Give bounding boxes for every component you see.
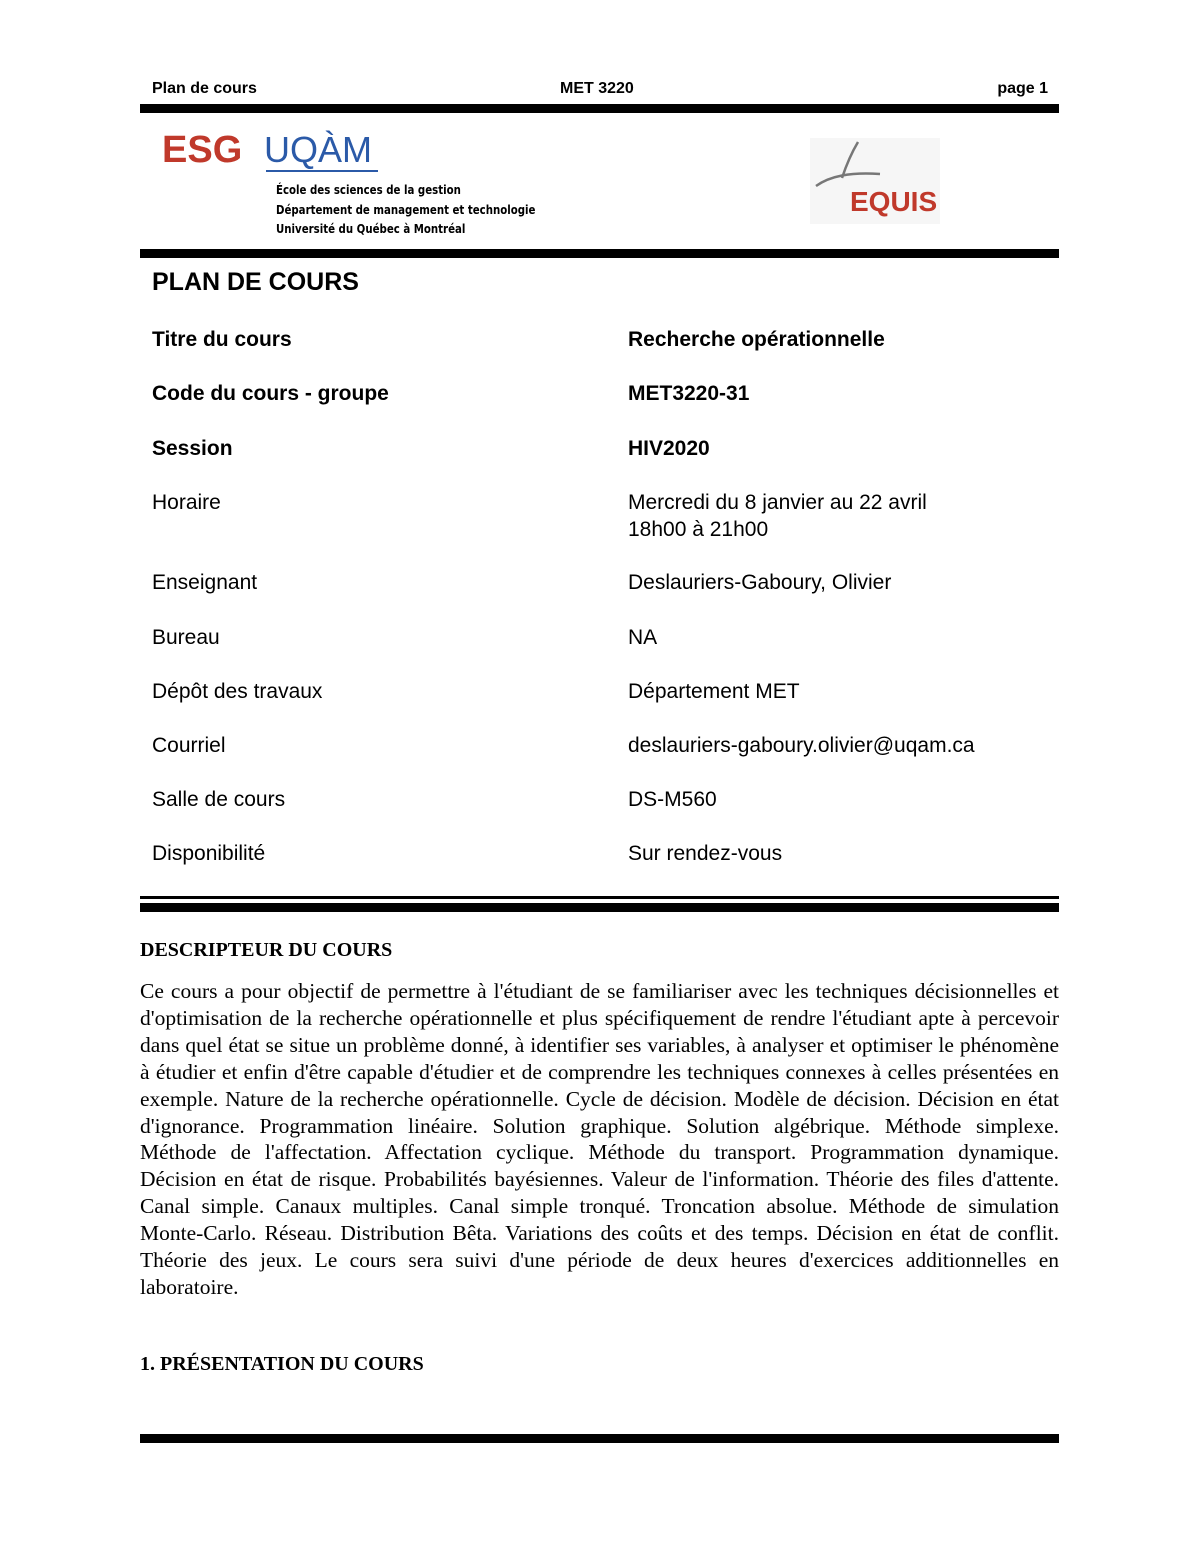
plan-title: PLAN DE COURS xyxy=(152,268,359,296)
info-label: Dépôt des travaux xyxy=(152,680,323,703)
footer-rule xyxy=(140,1434,1059,1443)
section-1-heading: 1. PRÉSENTATION DU COURS xyxy=(140,1353,424,1375)
info-label: Horaire xyxy=(152,491,221,514)
info-label: Titre du cours xyxy=(152,328,292,351)
uqam-logo-text: UQÀM xyxy=(264,129,372,170)
info-value: DS-M560 xyxy=(628,788,717,811)
logo-rule xyxy=(140,249,1059,258)
info-rule-thin xyxy=(140,896,1059,899)
running-header xyxy=(152,80,1048,100)
descripteur-heading: DESCRIPTEUR DU COURS xyxy=(140,939,393,961)
info-value-email[interactable]: deslauriers-gaboury.olivier@uqam.ca xyxy=(628,734,975,757)
info-rule-thick xyxy=(140,903,1059,912)
info-label: Salle de cours xyxy=(152,788,286,811)
header-course-code: MET 3220 xyxy=(560,80,634,97)
info-label: Enseignant xyxy=(152,571,258,594)
esg-logo-text: ESG xyxy=(162,129,243,171)
info-value: MET3220-31 xyxy=(628,382,750,405)
info-label: Disponibilité xyxy=(152,842,266,865)
equis-logo xyxy=(810,138,940,224)
info-value: NA xyxy=(628,626,658,649)
info-label: Session xyxy=(152,437,233,460)
info-label: Code du cours - groupe xyxy=(152,382,389,405)
info-value: Département MET xyxy=(628,680,800,703)
info-value: Deslauriers-Gaboury, Olivier xyxy=(628,571,892,594)
info-value: Recherche opérationnelle xyxy=(628,328,885,351)
descripteur-body: Ce cours a pour objectif de permettre à l'étudiant de se familiariser avec les techniques décisionnelles et d'optimisation de la recherche opérationnelle et plus spécifiquement de rendre l'étudiant apte à percevoir dans quel état se situe un problème donné, à identifier ses variables, à analyser et optimiser le phénomène à étudier et enfin d'être capable d'étudier et de comprendre les techniques connexes à celles présentées en exemple. Nature de la recherche opérationnelle. Cycle de décision. Modèle de décision. Décision en état d'ignorance. Programmation linéaire. Solution graphique. Solution algébrique. Méthode simplexe. Méthode de l'affectation. Affectation cyclique. Méthode du transport. Programmation dynamique. Décision en état de risque. Probabilités bayésiennes. Valeur de l'information. Théorie des files d'attente. Canal simple. Canaux multiples. Canal simple tronqué. Troncation absolue. Méthode de simulation Monte-Carlo. Réseau. Distribution Bêta. Variations des coûts et des temps. Décision en état de conflit. Théorie des jeux. Le cours sera suivi d'une période de deux heures d'exercices additionnelles en laboratoire. xyxy=(140,979,1059,1299)
uqam-logo-underline xyxy=(266,170,378,172)
department-name: Département de management et technologie xyxy=(276,203,536,217)
school-name: École des sciences de la gestion xyxy=(276,183,461,197)
info-value: Mercredi du 8 janvier au 22 avril xyxy=(628,491,927,514)
info-label: Bureau xyxy=(152,626,220,649)
header-doc-type: Plan de cours xyxy=(152,80,257,97)
info-value: HIV2020 xyxy=(628,437,710,460)
info-value: Sur rendez-vous xyxy=(628,842,783,865)
info-row-schedule xyxy=(152,489,1052,543)
info-label: Courriel xyxy=(152,734,226,757)
header-page-number: page 1 xyxy=(997,80,1048,97)
university-name: Université du Québec à Montréal xyxy=(276,222,466,236)
header-rule xyxy=(140,104,1059,113)
info-value-line2: 18h00 à 21h00 xyxy=(628,518,769,541)
equis-logo-text: EQUIS xyxy=(850,186,938,217)
